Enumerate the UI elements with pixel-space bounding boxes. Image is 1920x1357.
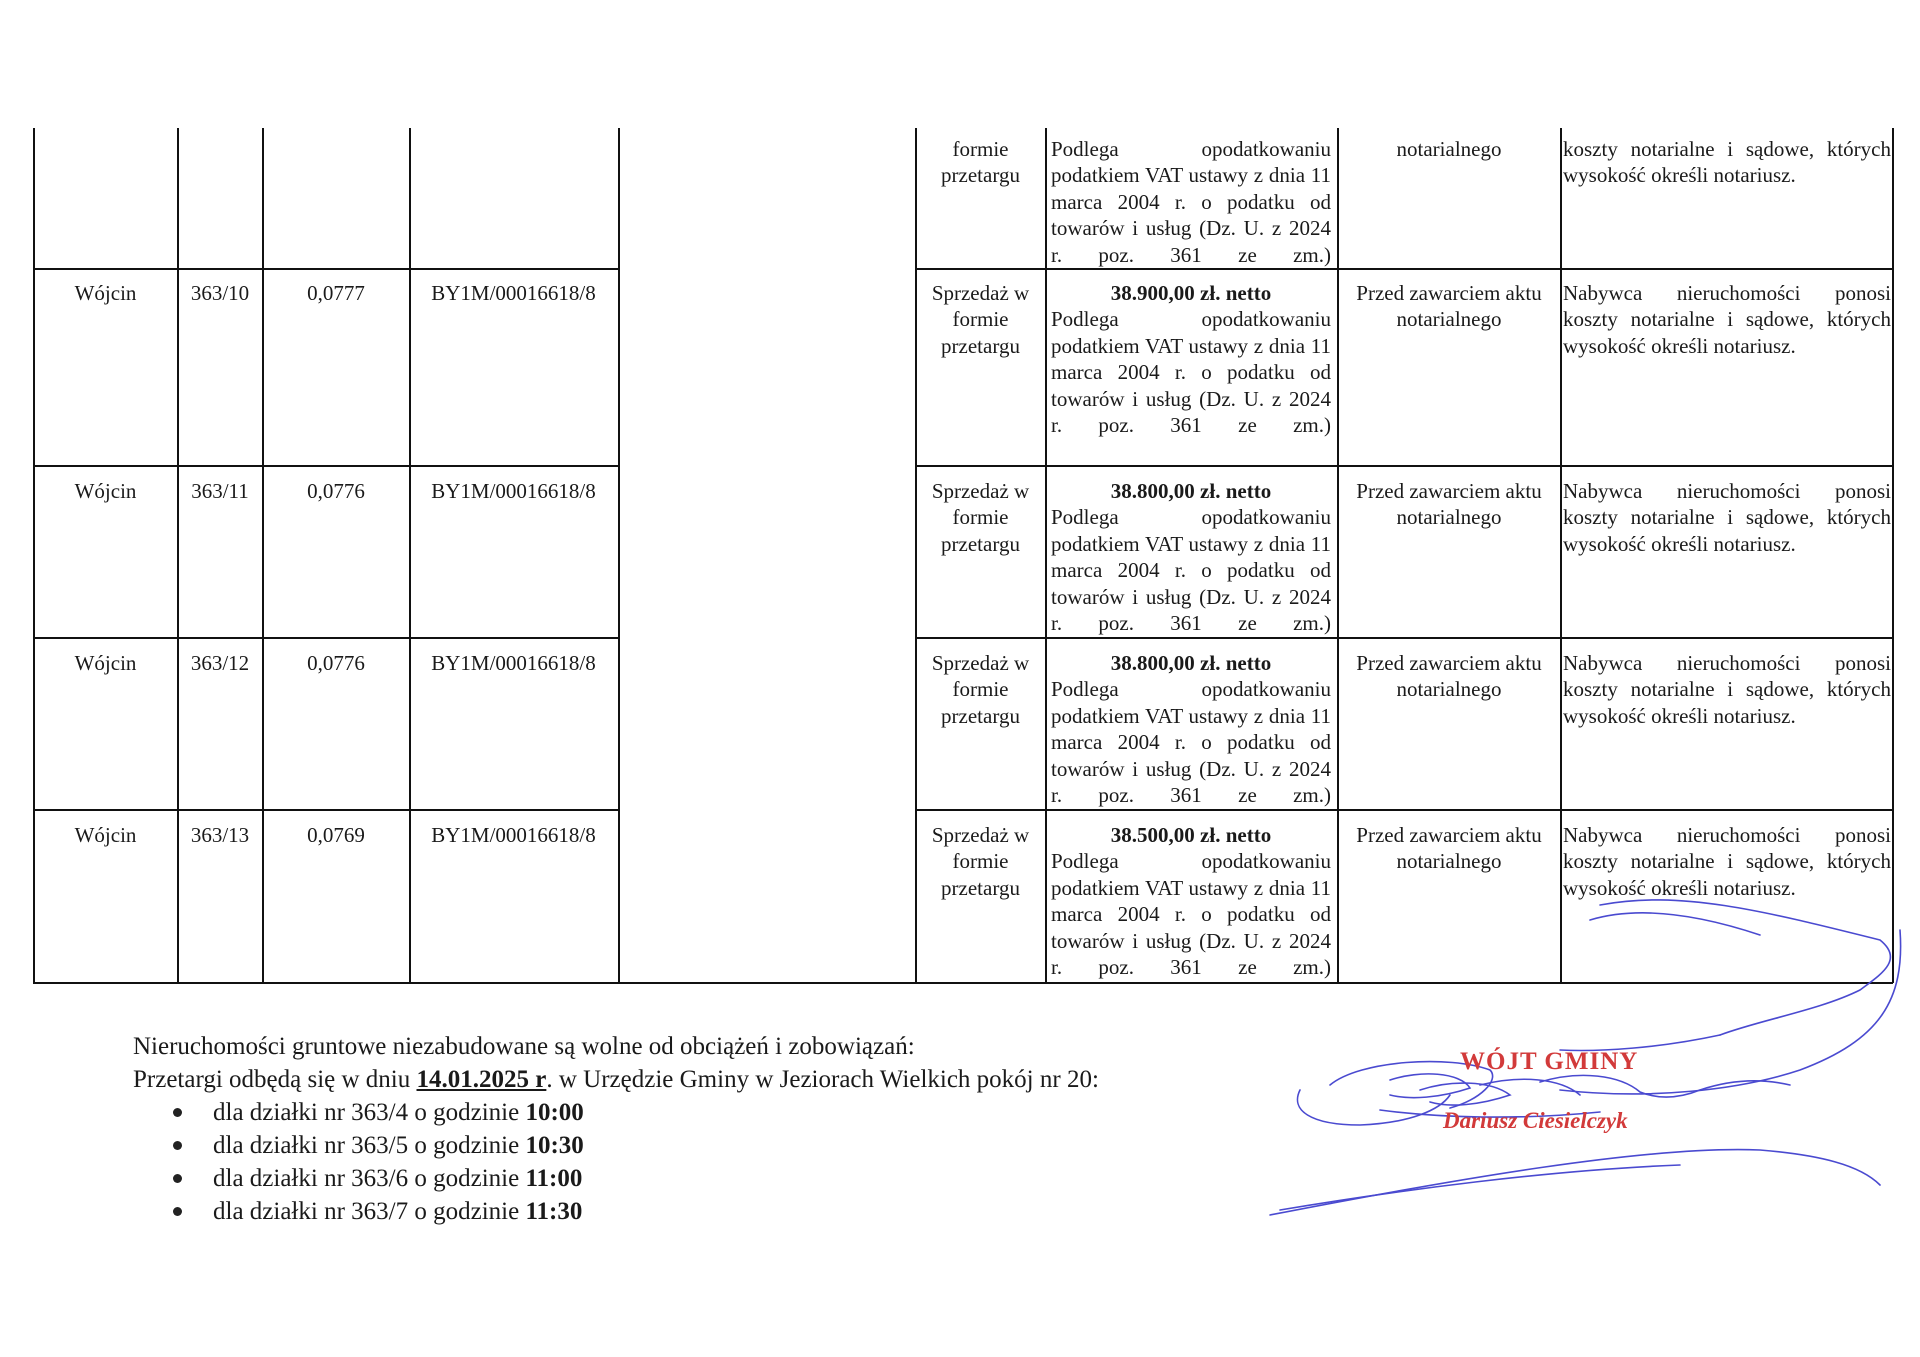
notes-line-2-post: . w Urzędzie Gminy w Jeziorach Wielkich pokój nr 20: [546,1066,1099,1093]
sale-mode-cell: Sprzedaż w formie przetargu [931,823,1030,900]
schedule-item-time: 11:30 [525,1198,583,1225]
plot-number-cell: 363/13 [190,823,250,847]
price-value: 38.500,00 zł. netto [1110,823,1272,847]
schedule-item-text: dla działki nr 363/4 o godzinie [213,1099,526,1126]
price-value: 38.800,00 zł. netto [1110,651,1272,675]
land-register-cell: BY1M/00016618/8 [431,651,596,675]
price-value: 38.800,00 zł. netto [1110,479,1272,503]
price-vat-note: Podlega opodatkowaniu podatkiem VAT ustawy z dnia 11 marca 2004 r. o podatku od towarów i usług (Dz. U. z 2024 r. poz. 361 ze zm.) [1051,677,1331,808]
costs-cell: Nabywca nieruchomości ponosi koszty notarialne i sądowe, których wysokość określi notariusz. [1563,479,1891,556]
payment-deadline-cell: Przed zawarciem aktu notarialnego [1356,479,1542,530]
schedule-item-text: dla działki nr 363/5 o godzinie [213,1132,526,1159]
land-register-cell: BY1M/00016618/8 [431,823,596,847]
auction-date: 14.01.2025 r [416,1066,547,1093]
location-cell: Wójcin [74,823,137,847]
price-vat-note: Podlega opodatkowaniu podatkiem VAT ustawy z dnia 11 marca 2004 r. o podatku od towarów i usług (Dz. U. z 2024 r. poz. 361 ze zm.) [1051,307,1331,438]
sale-mode-cell: Sprzedaż w formie przetargu [931,479,1030,556]
land-register-cell: BY1M/00016618/8 [431,479,596,503]
price-vat-note: Podlega opodatkowaniu podatkiem VAT ustawy z dnia 11 marca 2004 r. o podatku od towarów i usług (Dz. U. z 2024 r. poz. 361 ze zm.) [1051,849,1331,980]
schedule-item-time: 11:00 [525,1165,583,1192]
costs-cell: Nabywca nieruchomości ponosi koszty notarialne i sądowe, których wysokość określi notariusz. [1563,281,1891,358]
location-cell: Wójcin [74,281,137,305]
price-value: 38.900,00 zł. netto [1110,281,1272,305]
costs-cell: Nabywca nieruchomości ponosi koszty notarialne i sądowe, których wysokość określi notariusz. [1563,823,1891,900]
schedule-item-text: dla działki nr 363/7 o godzinie [213,1198,526,1225]
price-vat-note: Podlega opodatkowaniu podatkiem VAT ustawy z dnia 11 marca 2004 r. o podatku od towarów i usług (Dz. U. z 2024 r. poz. 361 ze zm.) [1051,505,1331,636]
area-cell: 0,0776 [307,651,365,675]
sale-mode-cell: Sprzedaż w formie przetargu [931,651,1030,728]
stamp-name: Dariusz Ciesielczyk [1443,1108,1628,1133]
notes-line-2-pre: Przetargi odbędą się w dniu [133,1066,417,1093]
plot-number-cell: 363/12 [190,651,250,675]
schedule-item-text: dla działki nr 363/6 o godzinie [213,1165,526,1192]
area-cell: 0,0777 [307,281,365,305]
continuation-price-note: Podlega opodatkowaniu podatkiem VAT ustawy z dnia 11 marca 2004 r. o podatku od towarów i usług (Dz. U. z 2024 r. poz. 361 ze zm.) [1051,137,1331,267]
continuation-deadline: notarialnego [1396,137,1502,161]
stamp-title: WÓJT GMINY [1460,1048,1639,1075]
payment-deadline-cell: Przed zawarciem aktu notarialnego [1356,651,1542,702]
schedule-item-time: 10:00 [525,1099,584,1126]
sale-mode-cell: Sprzedaż w formie przetargu [931,281,1030,358]
area-cell: 0,0776 [307,479,365,503]
continuation-mode: formie przetargu [941,137,1020,188]
plot-number-cell: 363/11 [191,479,249,503]
schedule-item-time: 10:30 [525,1132,584,1159]
location-cell: Wójcin [74,479,137,503]
notes-line-1: Nieruchomości gruntowe niezabudowane są wolne od obciążeń i zobowiązań: [133,1033,915,1060]
plot-number-cell: 363/10 [190,281,250,305]
land-register-cell: BY1M/00016618/8 [431,281,596,305]
payment-deadline-cell: Przed zawarciem aktu notarialnego [1356,281,1542,332]
continuation-costs: koszty notarialne i sądowe, których wysokość określi notariusz. [1563,137,1891,188]
area-cell: 0,0769 [307,823,365,847]
payment-deadline-cell: Przed zawarciem aktu notarialnego [1356,823,1542,874]
location-cell: Wójcin [74,651,137,675]
costs-cell: Nabywca nieruchomości ponosi koszty notarialne i sądowe, których wysokość określi notariusz. [1563,651,1891,728]
